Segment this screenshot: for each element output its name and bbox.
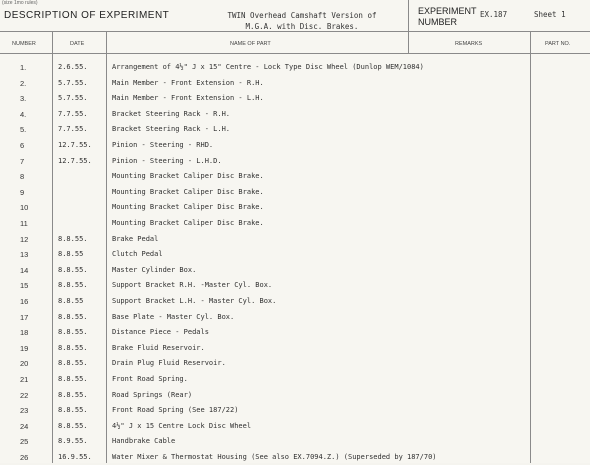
row-part-name: Drain Plug Fluid Reservoir. (112, 359, 226, 368)
table-row (0, 325, 590, 340)
corner-note: (size 1mo rules) (2, 0, 38, 6)
row-part-name: Distance Piece - Pedals (112, 328, 209, 337)
row-date: 8.8.55. (58, 343, 88, 352)
row-part-name: Bracket Steering Rack - R.H. (112, 109, 231, 118)
experiment-number: EX.187 (480, 10, 508, 19)
row-date: 12.7.55. (58, 141, 92, 149)
table-row (0, 419, 590, 434)
date-column-header: DATE (70, 41, 85, 47)
table-row (0, 200, 590, 215)
row-number: 20 (20, 359, 29, 369)
row-date: 7.7.55. (58, 109, 88, 118)
table-row (0, 232, 590, 247)
table-row (0, 107, 590, 122)
table-row (0, 263, 590, 278)
row-number: 22 (20, 390, 29, 400)
experiment-title-line-2: M.G.A. with Disc. Brakes. (245, 22, 359, 31)
table-row (0, 341, 590, 356)
row-date: 8.8.55. (58, 265, 88, 274)
row-date: 8.8.55 (58, 297, 84, 305)
row-number: 2. (20, 78, 27, 88)
table-row (0, 356, 590, 371)
row-part-name: Master Cylinder Box. (112, 265, 197, 274)
row-number: 18 (20, 328, 29, 338)
header-divider-right (408, 31, 590, 32)
table-row (0, 388, 590, 403)
experiment-label-line-2: NUMBER (418, 17, 458, 27)
row-number: 12 (20, 234, 29, 244)
row-part-name: Mounting Bracket Caliper Disc Brake. (112, 187, 264, 196)
row-number: 6 (20, 141, 25, 150)
row-number: 1. (20, 63, 27, 72)
row-part-name: Support Bracket R.H. -Master Cyl. Box. (112, 281, 273, 290)
row-number: 25 (20, 437, 29, 447)
row-date: 8.8.55. (58, 375, 88, 383)
row-part-name: Road Springs (Rear) (112, 390, 193, 399)
row-number: 19 (20, 343, 29, 353)
row-number: 24 (20, 421, 29, 431)
table-row (0, 138, 590, 153)
row-part-name: Support Bracket L.H. - Master Cyl. Box. (112, 297, 277, 305)
row-date: 8.8.55. (58, 390, 88, 399)
row-part-name: Front Road Spring. (112, 375, 188, 383)
row-number: 21 (20, 375, 29, 384)
row-number: 14 (20, 265, 29, 275)
row-date: 8.8.55. (58, 328, 88, 337)
row-part-name: Main Member - Front Extension - R.H. (112, 78, 264, 87)
row-date: 8.8.55. (58, 359, 88, 368)
row-number: 11 (20, 219, 28, 228)
number-column-header: NUMBER (12, 41, 36, 47)
row-number: 7 (20, 156, 25, 166)
row-part-name: Arrangement of 4½" J x 15" Centre - Lock Type Disc Wheel (Dunlop WEM/1084) (112, 63, 424, 71)
table-row (0, 154, 590, 169)
table-row (0, 403, 590, 418)
table-row (0, 278, 590, 293)
experiment-title-line-1: TWIN Overhead Camshaft Version of (227, 11, 377, 20)
row-part-name: Mounting Bracket Caliper Disc Brake. (112, 172, 264, 181)
row-date: 7.7.55. (58, 125, 88, 134)
row-part-name: Clutch Pedal (112, 250, 163, 259)
row-number: 3. (20, 94, 27, 104)
sheet-number: Sheet 1 (534, 10, 566, 19)
row-date: 12.7.55. (58, 156, 92, 165)
row-part-name: Brake Pedal (112, 234, 159, 243)
row-date: 2.6.55. (58, 63, 88, 71)
row-date: 8.8.55. (58, 406, 88, 415)
table-row (0, 434, 590, 449)
table-row (0, 216, 590, 231)
row-number: 4. (20, 109, 27, 119)
row-date: 5.7.55. (58, 78, 88, 87)
row-part-name: Front Road Spring (See 187/22) (112, 406, 239, 415)
row-date: 16.9.55. (58, 453, 92, 461)
row-date: 8.9.55. (58, 437, 88, 446)
row-date: 8.8.55. (58, 421, 88, 430)
row-part-name: Base Plate - Master Cyl. Box. (112, 312, 235, 321)
row-number: 17 (20, 312, 29, 322)
experiment-title (212, 10, 392, 32)
table-row (0, 91, 590, 106)
row-number: 13 (20, 250, 29, 260)
table-row (0, 122, 590, 137)
name-column-header: NAME OF PART (230, 41, 271, 47)
table-row (0, 185, 590, 200)
table-row (0, 60, 590, 75)
table-row (0, 372, 590, 387)
row-number: 8 (20, 172, 25, 182)
header-divider (0, 31, 408, 32)
part-no-column-header: PART NO. (545, 41, 571, 47)
row-date: 8.8.55. (58, 312, 88, 321)
row-part-name: 4½" J x 15 Centre Lock Disc Wheel (112, 421, 252, 430)
table-row (0, 310, 590, 325)
row-number: 26 (20, 453, 29, 462)
description-label: DESCRIPTION OF EXPERIMENT (4, 10, 170, 21)
row-date: 8.8.55. (58, 281, 88, 290)
row-date: 8.8.55. (58, 234, 88, 243)
table-row (0, 169, 590, 184)
row-part-name: Mounting Bracket Caliper Disc Brake. (112, 219, 264, 227)
row-number: 15 (20, 281, 29, 291)
row-number: 10 (20, 203, 29, 213)
table-row (0, 294, 590, 309)
row-part-name: Bracket Steering Rack - L.H. (112, 125, 231, 134)
row-part-name: Pinion - Steering - RHD. (112, 141, 214, 149)
row-number: 5. (20, 125, 27, 135)
row-part-name: Water Mixer & Thermostat Housing (See also EX.7094.Z.) (Superseded by 187/70) (112, 453, 437, 461)
row-part-name: Mounting Bracket Caliper Disc Brake. (112, 203, 264, 212)
row-part-name: Pinion - Steering - L.H.D. (112, 156, 222, 165)
experiment-label-line-1: EXPERIMENT (418, 6, 477, 16)
remarks-column-header: REMARKS (455, 41, 483, 47)
row-part-name: Handbrake Cable (112, 437, 176, 446)
row-date: 5.7.55. (58, 94, 88, 103)
header-vertical-divider (408, 0, 409, 53)
column-header-divider (0, 53, 590, 54)
table-row (0, 247, 590, 262)
row-number: 23 (20, 406, 29, 416)
experiment-number-label (418, 6, 477, 28)
table-row (0, 76, 590, 91)
row-part-name: Main Member - Front Extension - L.H. (112, 94, 264, 103)
row-number: 16 (20, 297, 29, 306)
row-date: 8.8.55 (58, 250, 84, 259)
row-number: 9 (20, 187, 25, 197)
row-part-name: Brake Fluid Reservoir. (112, 343, 205, 352)
